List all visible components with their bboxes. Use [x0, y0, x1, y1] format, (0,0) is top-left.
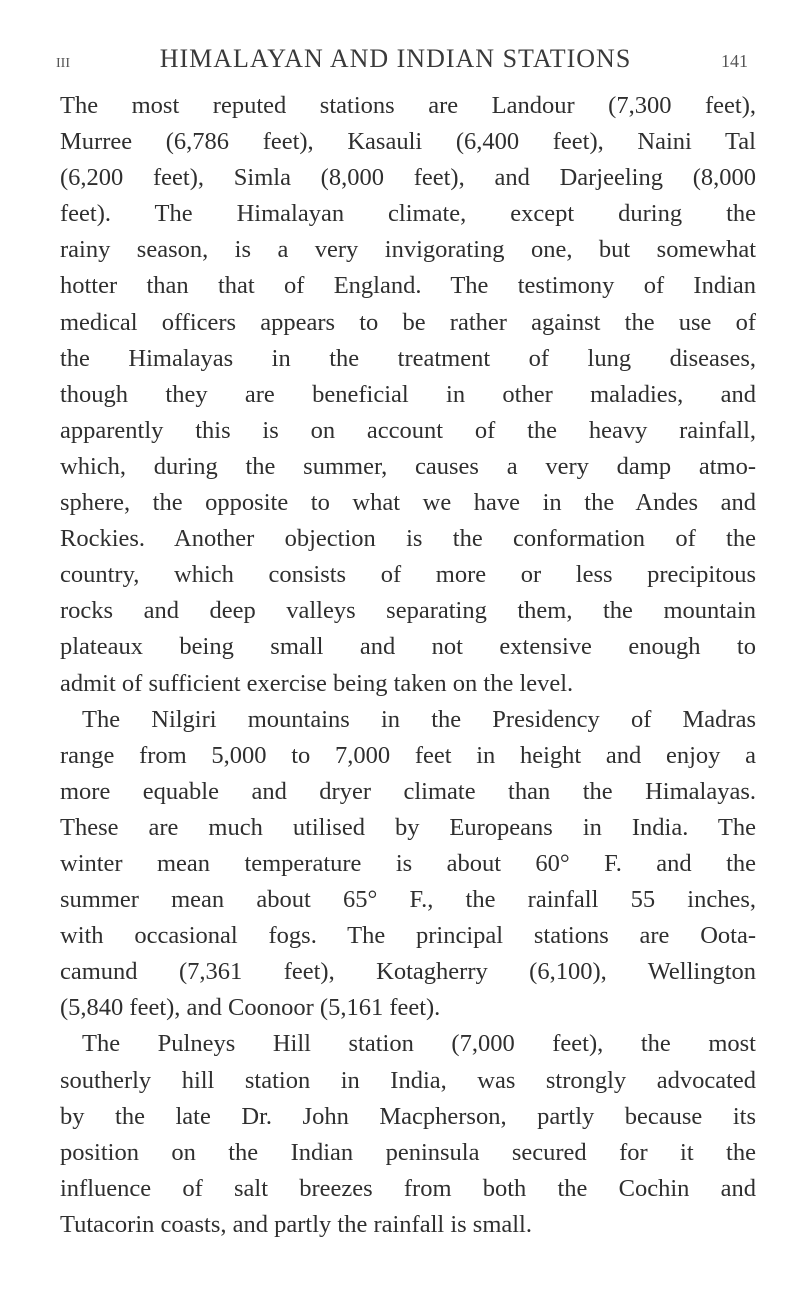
text-line: range from 5,000 to 7,000 feet in height and enjoy a: [60, 741, 756, 769]
text-line: the Himalayas in the treatment of lung diseases,: [60, 344, 756, 372]
text-line: plateaux being small and not extensive enough to: [60, 633, 756, 661]
text-line: country, which consists of more or less precipitous: [60, 561, 756, 589]
text-line: (5,840 feet), and Coonoor (5,161 feet).: [60, 994, 441, 1022]
text-line: The most reputed stations are Landour (7,300 feet),: [60, 92, 756, 119]
text-line: Tutacorin coasts, and partly the rainfall is small.: [60, 1210, 532, 1238]
text-line: winter mean temperature is about 60° F. and the: [60, 849, 756, 877]
text-line: by the late Dr. John Macpherson, partly because its: [60, 1102, 756, 1130]
text-line: admit of sufficient exercise being taken on the level.: [60, 669, 574, 697]
text-line: rocks and deep valleys separating them, the mountain: [60, 597, 756, 625]
text-line: (6,200 feet), Simla (8,000 feet), and Darjeeling (8,000: [60, 164, 756, 192]
text-line: which, during the summer, causes a very damp atmo-: [60, 452, 756, 480]
text-line: Murree (6,786 feet), Kasauli (6,400 feet), Naini Tal: [60, 128, 756, 156]
running-title: HIMALAYAN AND INDIAN STATIONS: [159, 44, 632, 73]
text-line: Rockies. Another objection is the conformation of the: [60, 525, 756, 553]
text-line: medical officers appears to be rather against the use of: [60, 308, 756, 336]
text-line: sphere, the opposite to what we have in the Andes and: [60, 489, 756, 517]
text-line: summer mean about 65° F., the rainfall 55 inches,: [60, 886, 756, 914]
section-mark: III: [56, 56, 70, 71]
text-line: influence of salt breezes from both the Cochin and: [60, 1174, 756, 1202]
text-line: The Pulneys Hill station (7,000 feet), the most: [82, 1030, 756, 1058]
text-line: The Nilgiri mountains in the Presidency of Madras: [82, 705, 756, 733]
text-line: apparently this is on account of the heavy rainfall,: [60, 416, 756, 444]
text-line: southerly hill station in India, was strongly advocated: [60, 1066, 756, 1094]
page-number: 141: [721, 51, 748, 71]
running-head: [56, 44, 748, 74]
body-text: [60, 88, 756, 1243]
text-line: feet). The Himalayan climate, except during the: [60, 200, 756, 228]
text-line: These are much utilised by Europeans in India. The: [60, 813, 756, 841]
text-line: with occasional fogs. The principal stations are Oota-: [60, 922, 756, 950]
text-line: though they are beneficial in other maladies, and: [60, 380, 756, 408]
text-line: position on the Indian peninsula secured for it the: [60, 1138, 756, 1166]
text-line: camund (7,361 feet), Kotagherry (6,100), Wellington: [60, 958, 756, 986]
text-line: more equable and dryer climate than the Himalayas.: [60, 777, 756, 805]
text-line: hotter than that of England. The testimony of Indian: [60, 272, 756, 300]
text-line: rainy season, is a very invigorating one, but somewhat: [60, 236, 756, 264]
